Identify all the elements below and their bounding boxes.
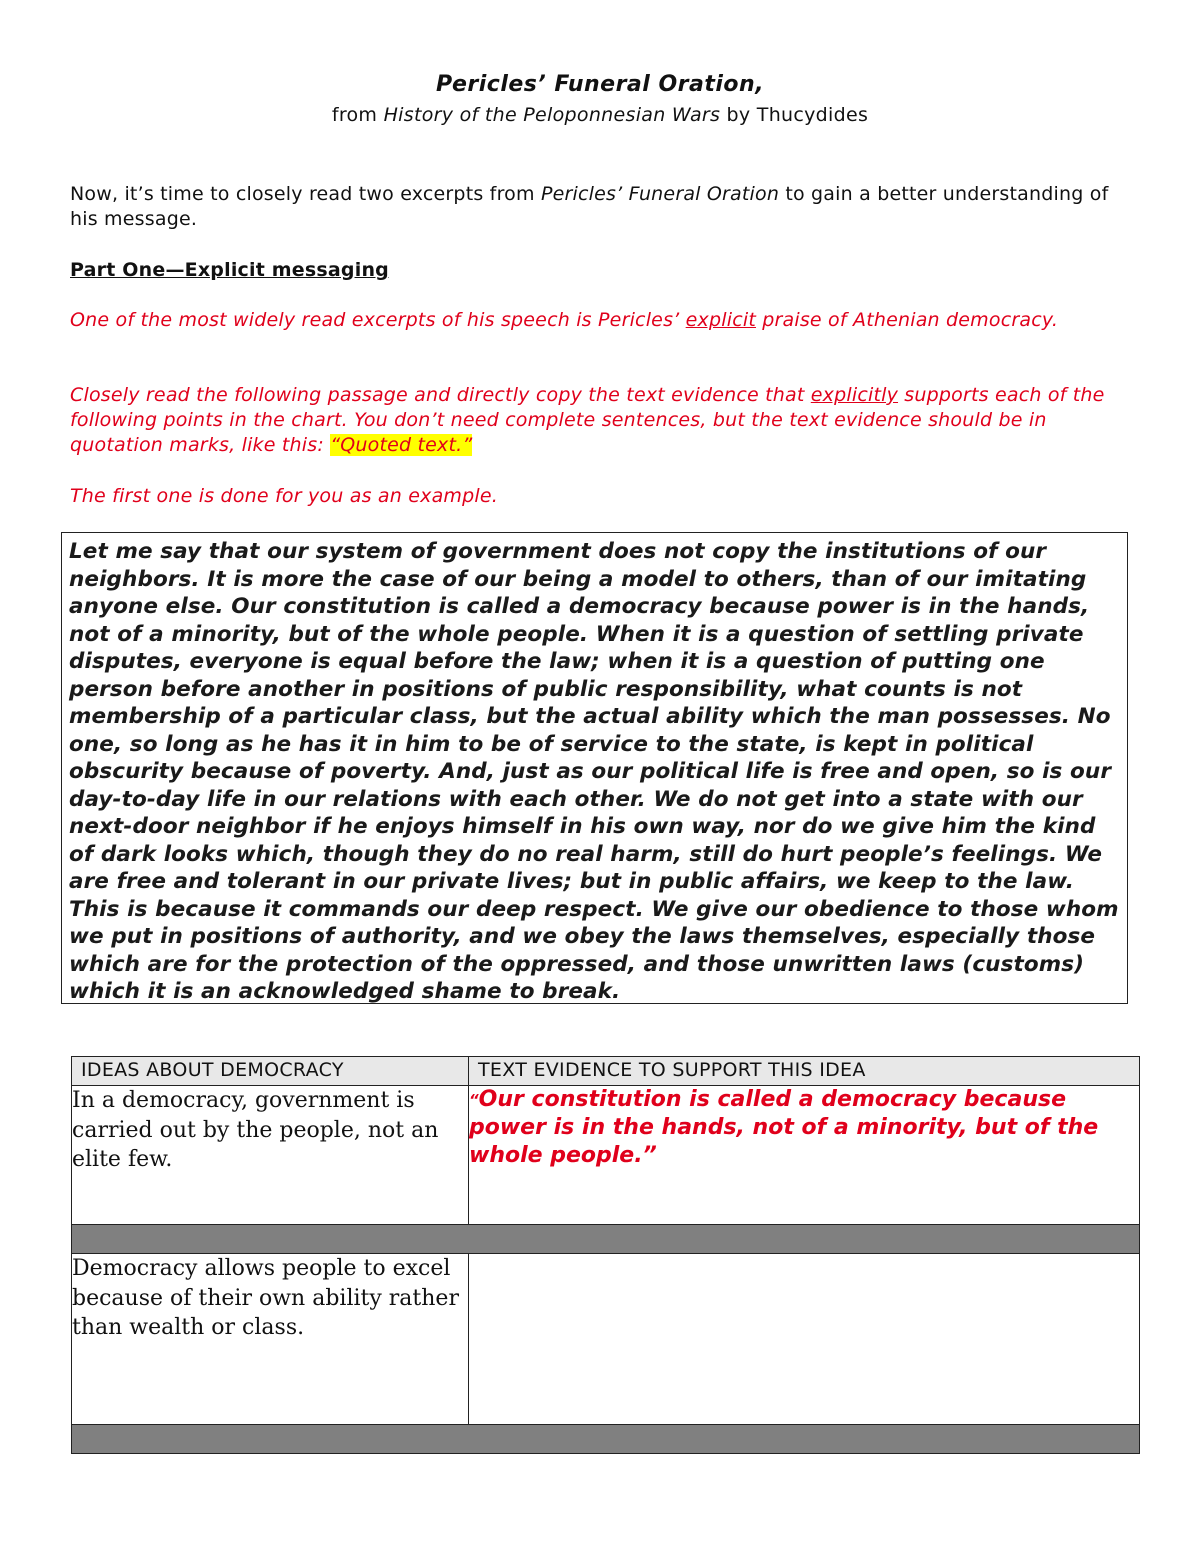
table-row	[72, 1086, 1140, 1225]
separator-cell	[72, 1425, 1140, 1454]
subtitle-author: by Thucydides	[720, 104, 869, 126]
evidence-chart	[71, 1056, 1140, 1454]
intro-paragraph	[70, 182, 1130, 232]
intro-work-title: Pericles’ Funeral Oration	[540, 183, 780, 205]
table-row	[72, 1254, 1140, 1425]
instruction-paragraph-3: The first one is done for you as an example.	[70, 485, 498, 507]
subtitle-from: from	[331, 104, 384, 126]
p2-underlined-word: explicitly	[810, 384, 899, 406]
column-header-ideas: IDEAS ABOUT DEMOCRACY	[72, 1057, 469, 1086]
separator-cell	[72, 1225, 1140, 1254]
page-subtitle	[0, 104, 1200, 126]
separator-row	[72, 1225, 1140, 1254]
subtitle-work: History of the Peloponnesian Wars	[383, 104, 721, 126]
instruction-paragraph-1	[70, 308, 1130, 333]
instruction-paragraph-2	[70, 383, 1130, 458]
separator-row	[72, 1425, 1140, 1454]
part-one-heading: Part One—Explicit messaging	[70, 259, 389, 281]
evidence-cell[interactable]	[469, 1086, 1140, 1225]
p2-text-a: Closely read the following passage and directly copy the text evidence that	[70, 384, 811, 406]
intro-text-b: to gain a better understanding of his message.	[70, 183, 1109, 230]
page-title: Pericles’ Funeral Oration,	[435, 72, 765, 97]
evidence-cell-empty[interactable]	[469, 1254, 1140, 1425]
idea-cell: Democracy allows people to excel because of their own ability rather than wealth or class.	[72, 1254, 469, 1425]
passage-text: Let me say that our system of government does not copy the institutions of our neighbors. It is more the case of our being a model to others, than of our imitating anyone else. Our constitution is called a democracy because power is in the hands, not of a minority, but of the whole people. When it is a question of settling private disputes, everyone is equal before the law; when it is a question of putting one person before another in positions of public responsibility, what counts is not membership of a particular class, but the actual ability which the man possesses. No one, so long as he has it in him to be of service to the state, is kept in political obscurity because of poverty. And, just as our political life is free and open, so is our day-to-day life in our relations with each other. We do not get into a state with our next-door neighbor if he enjoys himself in his own way, nor do we give him the kind of dark looks which, though they do no real harm, still do hurt people’s feelings. We are free and tolerant in our private lives; but in public affairs, we keep to the law. This is because it commands our deep respect. We give our obedience to those whom we put in positions of authority, and we obey the laws themselves, especially those which are for the protection of the oppressed, and those unwritten laws (customs) which it is an acknowledged shame to break.	[69, 539, 1119, 1004]
p1-underlined-word: explicit	[685, 309, 756, 331]
column-header-evidence: TEXT EVIDENCE TO SUPPORT THIS IDEA	[469, 1057, 1140, 1086]
intro-text-a: Now, it’s time to closely read two excerpts from	[70, 183, 541, 205]
p2-text-b: supports each of the following points in the chart. You don’t need complete sentences, but the text evidence should be in quotation marks, like this:	[70, 384, 1105, 456]
p1-text-a: One of the most widely read excerpts of his speech is Pericles’	[70, 309, 686, 331]
chart-header-row	[72, 1057, 1140, 1086]
evidence-text: Our constitution is called a democracy because power is in the hands, not of a minority, but of the whole people.”	[469, 1087, 1099, 1168]
idea-cell: In a democracy, government is carried out by the people, not an elite few.	[72, 1086, 469, 1225]
p1-text-b: praise of Athenian democracy.	[755, 309, 1059, 331]
evidence-open-quote: “	[469, 1091, 479, 1109]
quoted-text-highlight: “Quoted text.”	[330, 434, 473, 456]
